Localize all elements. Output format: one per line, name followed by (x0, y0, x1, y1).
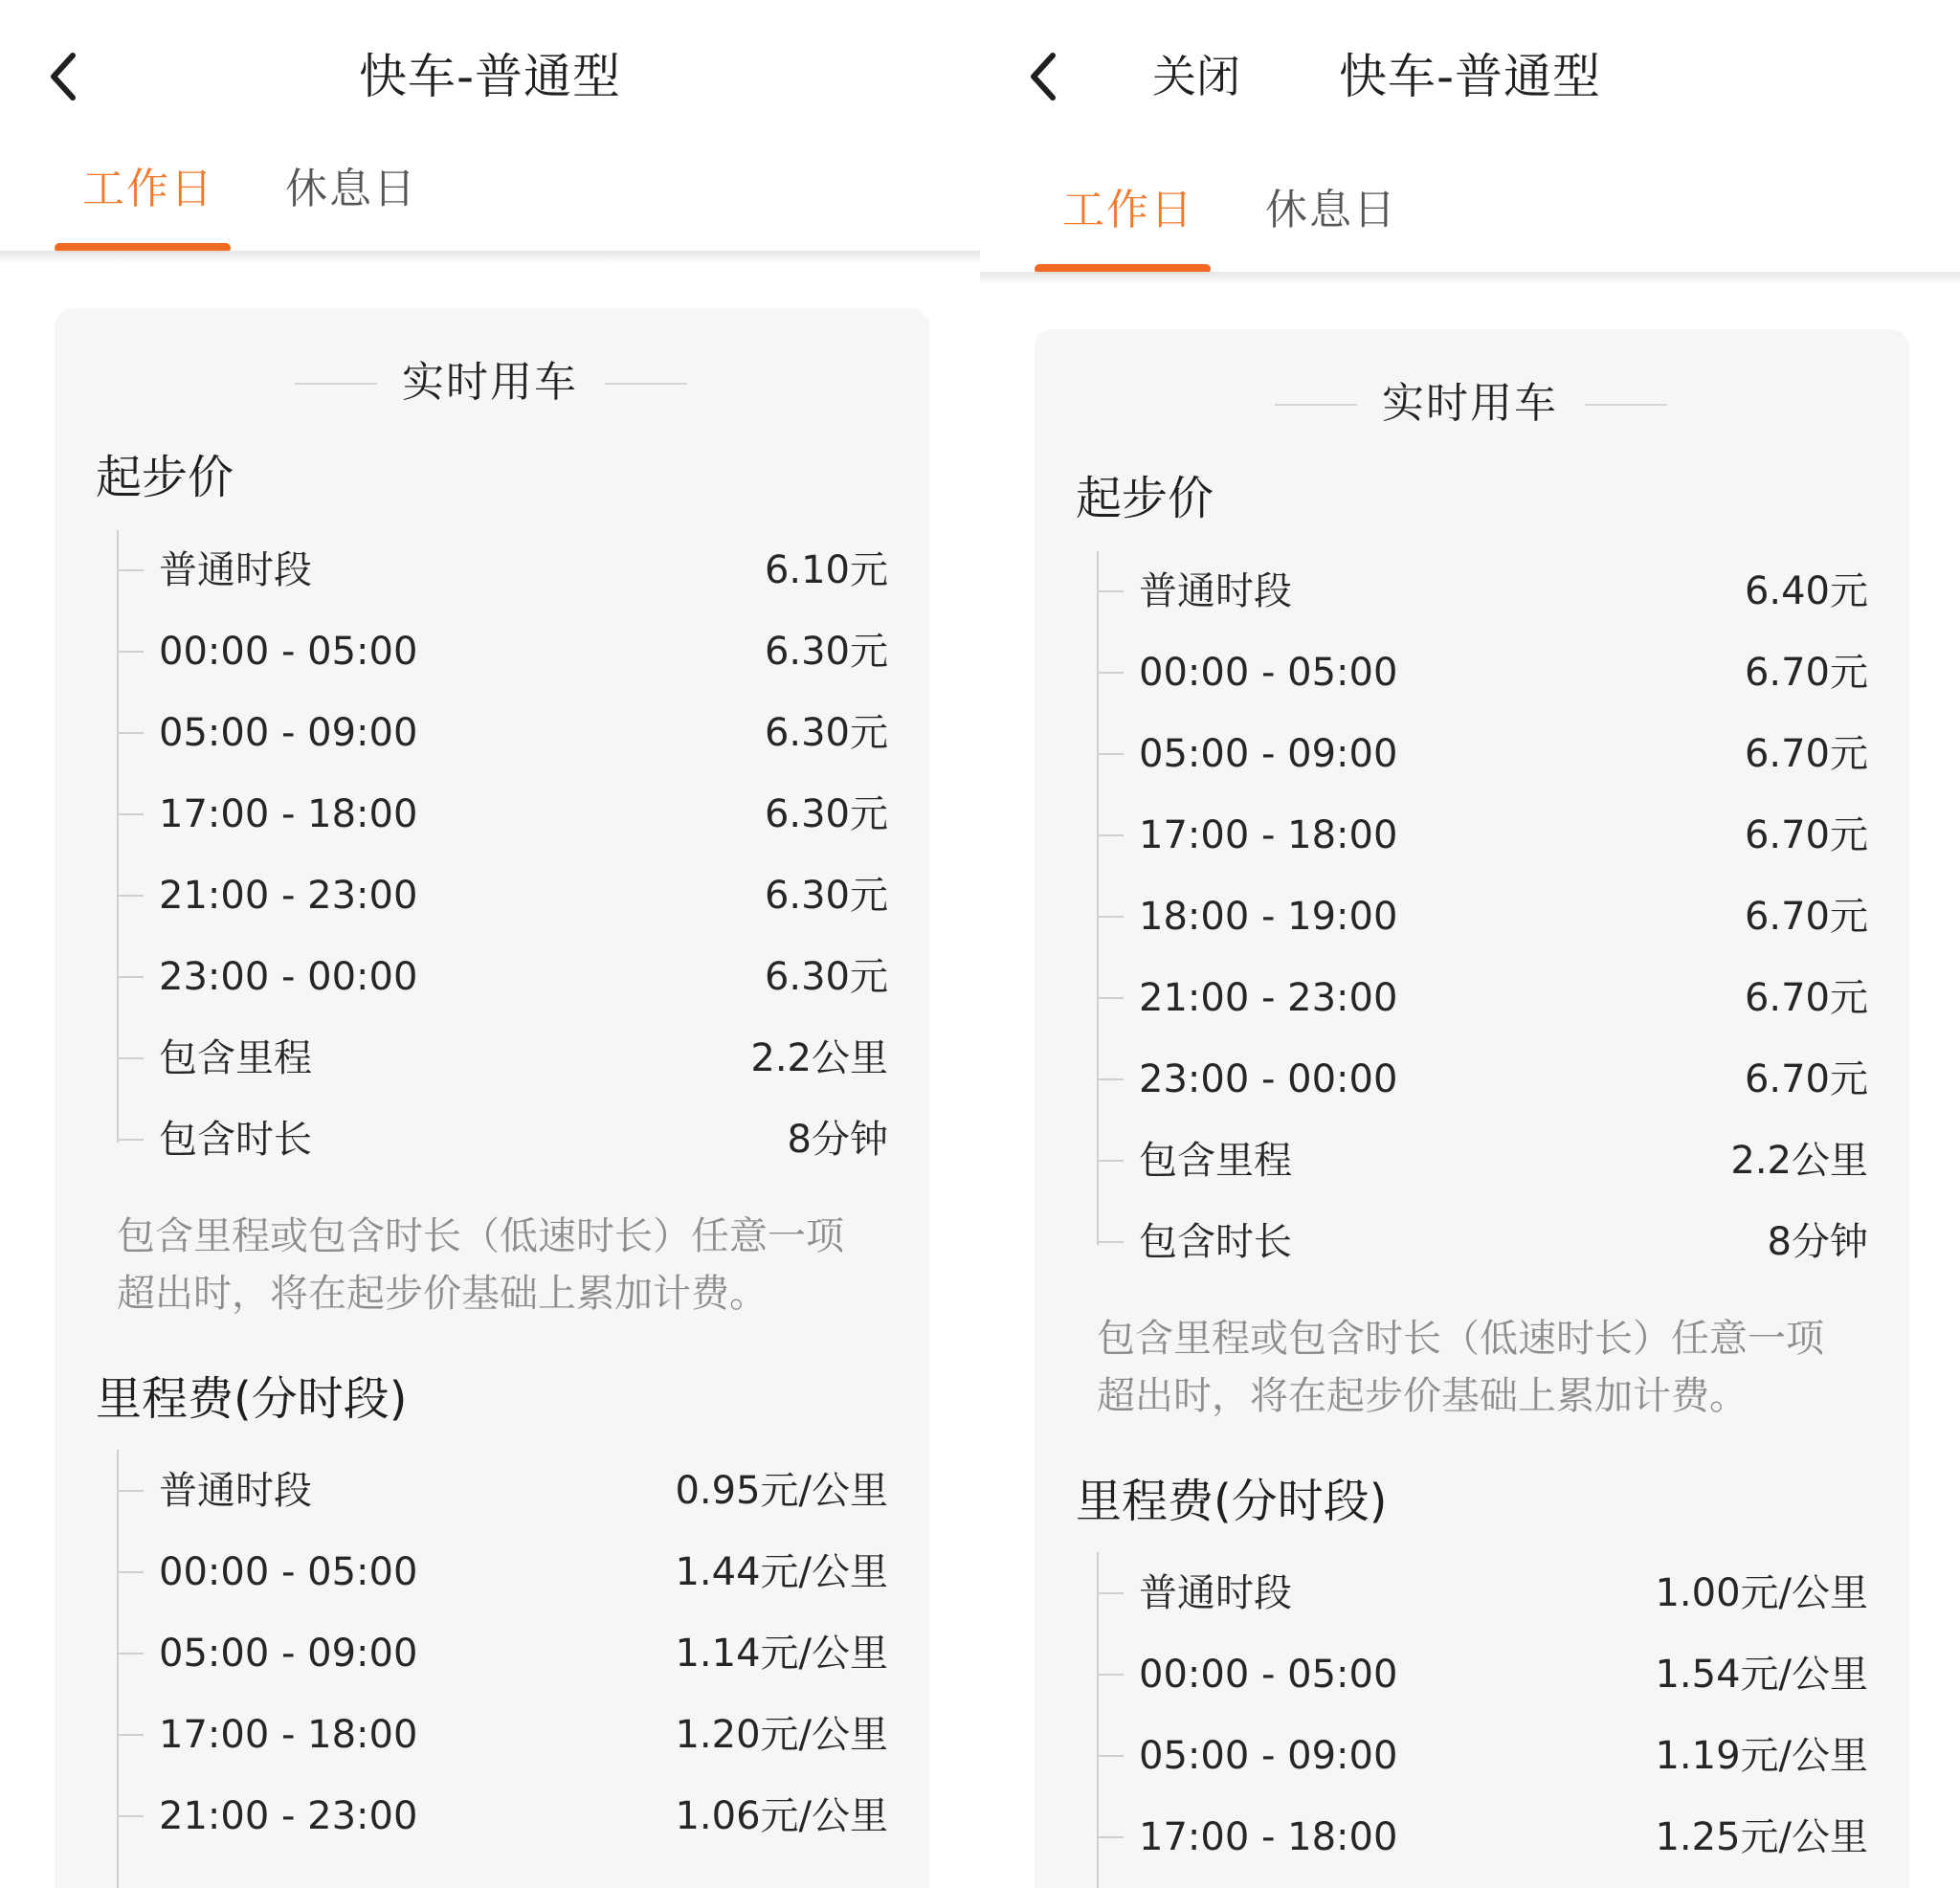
row-value: 1.54元/公里 (1655, 1653, 1868, 1697)
row-label: 21:00 - 23:00 (1139, 976, 1398, 1020)
base-fare-note (117, 1208, 892, 1322)
mileage-fee-row (1097, 1804, 1868, 1871)
divider-line-right (1585, 404, 1667, 406)
row-label: 21:00 - 23:00 (159, 1794, 418, 1838)
base-fare-row (1097, 1209, 1868, 1276)
tree-tick (1097, 753, 1124, 755)
row-value: 6.70元 (1744, 651, 1868, 695)
row-value: 1.19元/公里 (1655, 1734, 1868, 1778)
row-label: 包含时长 (159, 1118, 312, 1162)
tree-tick (117, 1571, 144, 1573)
row-label: 05:00 - 09:00 (159, 1632, 418, 1676)
mileage-fee-title: 里程费(分时段) (1076, 1475, 1388, 1528)
row-value: 0.95元/公里 (675, 1469, 888, 1513)
section-title: 实时用车 (402, 358, 578, 407)
row-value: 1.00元/公里 (1655, 1571, 1868, 1615)
base-fare-row (117, 618, 888, 685)
section-header (0, 354, 980, 411)
row-label: 包含时长 (1139, 1220, 1292, 1264)
row-label: 17:00 - 18:00 (159, 792, 418, 836)
row-value: 2.2公里 (1730, 1139, 1868, 1183)
row-value: 6.30元 (764, 630, 888, 674)
row-value: 1.06元/公里 (675, 1794, 888, 1838)
tree-tick (1097, 672, 1124, 674)
base-fare-row (1097, 965, 1868, 1032)
tree-tick (1097, 590, 1124, 592)
row-value: 6.40元 (1744, 569, 1868, 613)
tree-tick (1097, 1160, 1124, 1162)
row-label: 00:00 - 05:00 (1139, 651, 1398, 695)
base-fare-row (117, 862, 888, 929)
row-label: 00:00 - 05:00 (159, 630, 418, 674)
tree-tick (1097, 1755, 1124, 1757)
tree-tick (117, 569, 144, 571)
tree-tick (117, 895, 144, 897)
page-title: 快车-普通型 (359, 49, 622, 104)
base-fare-row (1097, 1046, 1868, 1113)
base-fare-row (1097, 883, 1868, 950)
tree-tick (117, 651, 144, 653)
base-fare-row (1097, 721, 1868, 788)
tree-tick (117, 813, 144, 815)
row-value: 1.25元/公里 (1655, 1815, 1868, 1859)
row-label: 包含里程 (159, 1036, 312, 1080)
row-value: 6.10元 (764, 548, 888, 592)
mileage-fee-row (117, 1539, 888, 1606)
base-fare-row (1097, 1127, 1868, 1194)
row-label: 00:00 - 05:00 (159, 1550, 418, 1594)
base-fare-note (1097, 1310, 1872, 1425)
base-fare-row (117, 1106, 888, 1173)
row-value: 6.30元 (764, 874, 888, 918)
base-fare-row (117, 700, 888, 766)
row-label: 普通时段 (159, 1469, 312, 1513)
mileage-fee-row (117, 1783, 888, 1850)
note-line: 超出时，将在起步价基础上累加计费。 (1097, 1374, 1748, 1418)
base-fare-title: 起步价 (96, 451, 234, 504)
row-label: 18:00 - 19:00 (1139, 895, 1398, 939)
tree-tick (1097, 1592, 1124, 1594)
mileage-fee-row (117, 1701, 888, 1768)
page-title: 快车-普通型 (1339, 49, 1602, 104)
tree-tick (1097, 997, 1124, 999)
row-label: 05:00 - 09:00 (159, 711, 418, 755)
row-label: 普通时段 (1139, 569, 1292, 613)
row-label: 17:00 - 18:00 (1139, 1815, 1398, 1859)
mileage-fee-row (117, 1620, 888, 1687)
row-value: 1.14元/公里 (675, 1632, 888, 1676)
row-value: 6.70元 (1744, 976, 1868, 1020)
tree-tick (117, 732, 144, 734)
mileage-fee-title: 里程费(分时段) (96, 1372, 408, 1426)
base-fare-row (117, 944, 888, 1011)
base-fare-row (117, 1025, 888, 1092)
tree-tick (117, 1139, 144, 1141)
mileage-fee-row (1097, 1641, 1868, 1708)
tree-tick (117, 976, 144, 978)
note-line: 包含里程或包含时长（低速时长）任意一项 (1097, 1317, 1824, 1361)
base-fare-row (117, 537, 888, 604)
tab-bar-divider (0, 251, 980, 264)
chevron-left-icon (44, 48, 82, 105)
mileage-fee-row (1097, 1722, 1868, 1789)
row-value: 6.30元 (764, 711, 888, 755)
note-line: 超出时，将在起步价基础上累加计费。 (117, 1272, 768, 1316)
row-label: 普通时段 (159, 548, 312, 592)
row-value: 6.70元 (1744, 895, 1868, 939)
tab-holiday[interactable]: 休息日 (1265, 186, 1397, 234)
tab-holiday[interactable]: 休息日 (285, 165, 417, 213)
back-button[interactable] (44, 48, 82, 105)
tab-bar-divider (980, 272, 1960, 285)
screenshot-right (980, 0, 1960, 1888)
tree-tick (117, 1815, 144, 1817)
base-fare-row (1097, 558, 1868, 625)
row-value: 8分钟 (787, 1118, 888, 1162)
base-fare-row (1097, 639, 1868, 706)
row-label: 23:00 - 00:00 (159, 955, 418, 999)
row-value: 1.20元/公里 (675, 1713, 888, 1757)
row-label: 00:00 - 05:00 (1139, 1653, 1398, 1697)
note-line: 包含里程或包含时长（低速时长）任意一项 (117, 1214, 844, 1258)
row-value: 6.70元 (1744, 1057, 1868, 1101)
row-label: 普通时段 (1139, 1571, 1292, 1615)
row-value: 6.70元 (1744, 813, 1868, 857)
mileage-fee-row (117, 1457, 888, 1524)
tree-tick (117, 1490, 144, 1492)
row-value: 1.44元/公里 (675, 1550, 888, 1594)
row-value: 6.70元 (1744, 732, 1868, 776)
base-fare-row (117, 781, 888, 848)
divider-line-right (605, 383, 687, 385)
screen-content (980, 21, 1960, 1888)
tab-workday[interactable]: 工作日 (82, 165, 214, 213)
base-fare-title: 起步价 (1076, 472, 1214, 525)
mileage-fee-row (1097, 1560, 1868, 1627)
tree-tick (1097, 1241, 1124, 1243)
tree-tick (1097, 1078, 1124, 1080)
row-label: 21:00 - 23:00 (159, 874, 418, 918)
row-label: 17:00 - 18:00 (159, 1713, 418, 1757)
row-value: 6.30元 (764, 955, 888, 999)
tab-workday[interactable]: 工作日 (1062, 186, 1194, 234)
tree-tick (1097, 1674, 1124, 1676)
tree-tick (1097, 916, 1124, 918)
row-label: 17:00 - 18:00 (1139, 813, 1398, 857)
tree-tick (117, 1734, 144, 1736)
row-value: 8分钟 (1767, 1220, 1868, 1264)
row-label: 05:00 - 09:00 (1139, 1734, 1398, 1778)
tree-tick (117, 1057, 144, 1059)
row-value: 6.30元 (764, 792, 888, 836)
tree-tick (1097, 1836, 1124, 1838)
tree-tick (1097, 834, 1124, 836)
close-button[interactable]: 关闭 (1152, 51, 1240, 102)
section-title: 实时用车 (1382, 379, 1558, 428)
row-label: 23:00 - 00:00 (1139, 1057, 1398, 1101)
base-fare-row (1097, 802, 1868, 869)
row-label: 包含里程 (1139, 1139, 1292, 1183)
section-header (980, 375, 1960, 433)
tree-tick (117, 1653, 144, 1655)
row-value: 2.2公里 (750, 1036, 888, 1080)
row-label: 05:00 - 09:00 (1139, 732, 1398, 776)
